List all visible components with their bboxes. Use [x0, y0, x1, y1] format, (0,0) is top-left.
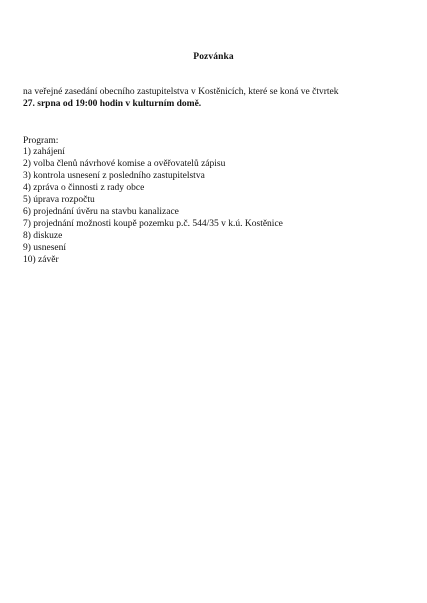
program-item: 3) kontrola usnesení z posledního zastupitelstva: [23, 171, 205, 181]
program-item: 7) projednání možnosti koupě pozemku p.č. 544/35 v k.ú. Kostěnice: [23, 219, 283, 229]
program-heading: Program:: [23, 136, 59, 146]
program-item: 5) úprava rozpočtu: [23, 195, 95, 205]
program-item: 4) zpráva o činnosti z rady obce: [23, 183, 145, 193]
program-item: 9) usnesení: [23, 243, 67, 253]
program-item: 2) volba členů návrhové komise a ověřovatelů zápisu: [23, 159, 226, 169]
program-list: [23, 146, 283, 266]
program-item: 10) závěr: [23, 255, 59, 265]
program-item: 1) zahájení: [23, 147, 65, 157]
intro-line-2-date: 27. srpna od 19:00 hodin v kulturním domě.: [23, 99, 202, 109]
program-item: 6) projednání úvěru na stavbu kanalizace: [23, 207, 179, 217]
program-item: 8) diskuze: [23, 231, 63, 241]
document-title: Pozvánka: [193, 52, 234, 62]
intro-line-1: na veřejné zasedání obecního zastupitelstva v Kostěnicích, které se koná ve čtvrtek: [23, 87, 339, 97]
invitation-intro: [23, 86, 403, 110]
